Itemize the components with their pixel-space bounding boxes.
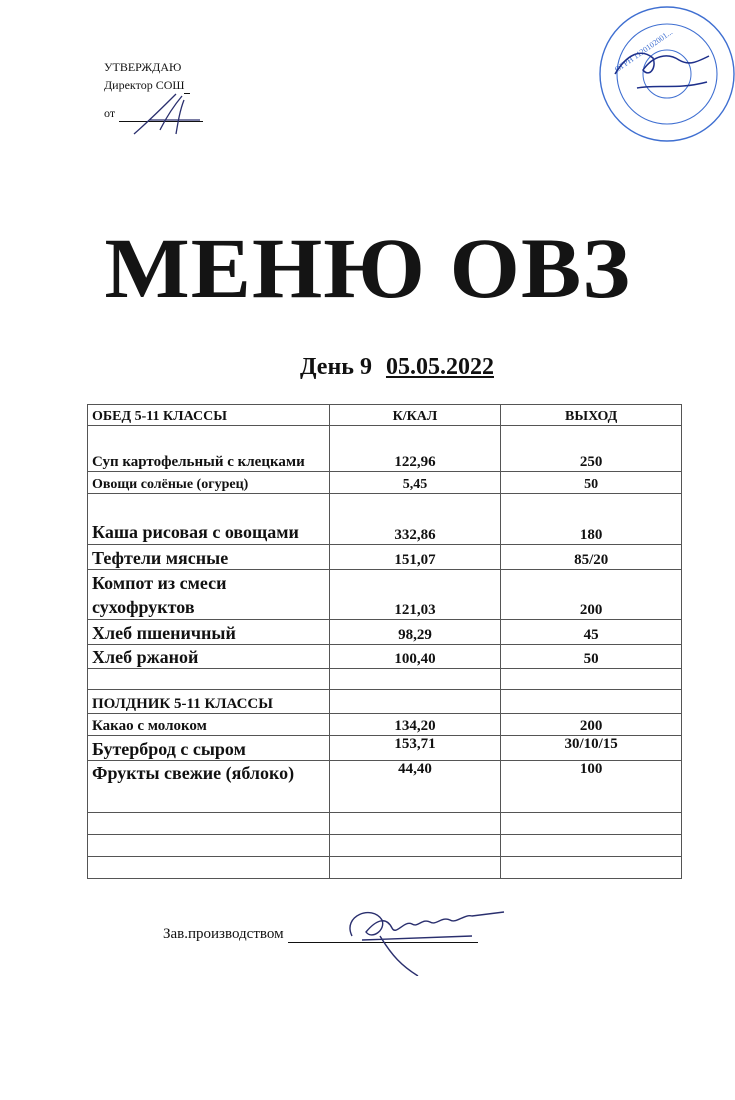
table-header-row — [88, 405, 682, 426]
menu-title-text: МЕНЮ ОВЗ — [104, 220, 631, 316]
stamp-seal — [597, 4, 735, 144]
dish-kcal: 100,40 — [329, 645, 501, 669]
dish-yield: 100 — [501, 761, 682, 813]
dish-kcal: 151,07 — [329, 545, 501, 570]
table-row — [88, 472, 682, 494]
dish-name: Компот из смеси сухофруктов — [88, 570, 330, 620]
menu-table — [87, 404, 682, 879]
dish-kcal: 5,45 — [329, 472, 501, 494]
dish-name: Фрукты свежие (яблоко) — [88, 761, 330, 813]
dish-name: Бутерброд с сыром — [88, 736, 330, 761]
table-row — [88, 714, 682, 736]
dish-yield: 200 — [501, 570, 682, 620]
dish-yield: 200 — [501, 714, 682, 736]
dish-kcal: 121,03 — [329, 570, 501, 620]
dish-yield: 85/20 — [501, 545, 682, 570]
table-row — [88, 620, 682, 645]
dish-yield: 45 — [501, 620, 682, 645]
day-line — [300, 354, 494, 381]
snack-header-row — [88, 690, 682, 714]
table-row — [88, 545, 682, 570]
svg-text:ОГРН 1120102001...: ОГРН 1120102001... — [613, 27, 675, 75]
dish-kcal: 134,20 — [329, 714, 501, 736]
dish-yield: 50 — [501, 472, 682, 494]
dish-name: Хлеб пшеничный — [88, 620, 330, 645]
footer-label: Зав.производством — [163, 926, 284, 942]
header-snack: ПОЛДНИК 5-11 КЛАССЫ — [88, 690, 330, 714]
empty-row — [88, 835, 682, 857]
empty-row — [88, 857, 682, 879]
header-kcal: К/КАЛ — [329, 405, 501, 426]
dish-kcal: 332,86 — [329, 494, 501, 545]
production-head-signature — [322, 896, 512, 976]
dish-name: Какао с молоком — [88, 714, 330, 736]
day-date: 05.05.2022 — [385, 354, 494, 380]
dish-kcal: 98,29 — [329, 620, 501, 645]
dish-name: Хлеб ржаной — [88, 645, 330, 669]
table-row — [88, 736, 682, 761]
table-row — [88, 645, 682, 669]
dish-kcal: 122,96 — [329, 426, 501, 472]
dish-yield: 250 — [501, 426, 682, 472]
table-row — [88, 761, 682, 813]
dish-yield: 30/10/15 — [501, 736, 682, 761]
from-label: от — [104, 106, 116, 120]
dish-kcal: 153,71 — [329, 736, 501, 761]
dish-name: Тефтели мясные — [88, 545, 330, 570]
table-row — [88, 494, 682, 545]
table-row — [88, 426, 682, 472]
director-label: Директор СОШ — [104, 78, 185, 92]
dish-yield: 50 — [501, 645, 682, 669]
menu-title — [0, 218, 735, 318]
dish-name: Каша рисовая с овощами — [88, 494, 330, 545]
empty-row — [88, 669, 682, 690]
table-row — [88, 570, 682, 620]
dish-kcal: 44,40 — [329, 761, 501, 813]
empty-row — [88, 813, 682, 835]
dish-name: Суп картофельный с клецками — [88, 426, 330, 472]
dish-name: Овощи солёные (огурец) — [88, 472, 330, 494]
header-yield: ВЫХОД — [501, 405, 682, 426]
director-signature — [130, 90, 210, 140]
day-label: День 9 — [300, 354, 372, 380]
approve-label: УТВЕРЖДАЮ — [104, 60, 182, 74]
header-lunch: ОБЕД 5-11 КЛАССЫ — [88, 405, 330, 426]
dish-yield: 180 — [501, 494, 682, 545]
